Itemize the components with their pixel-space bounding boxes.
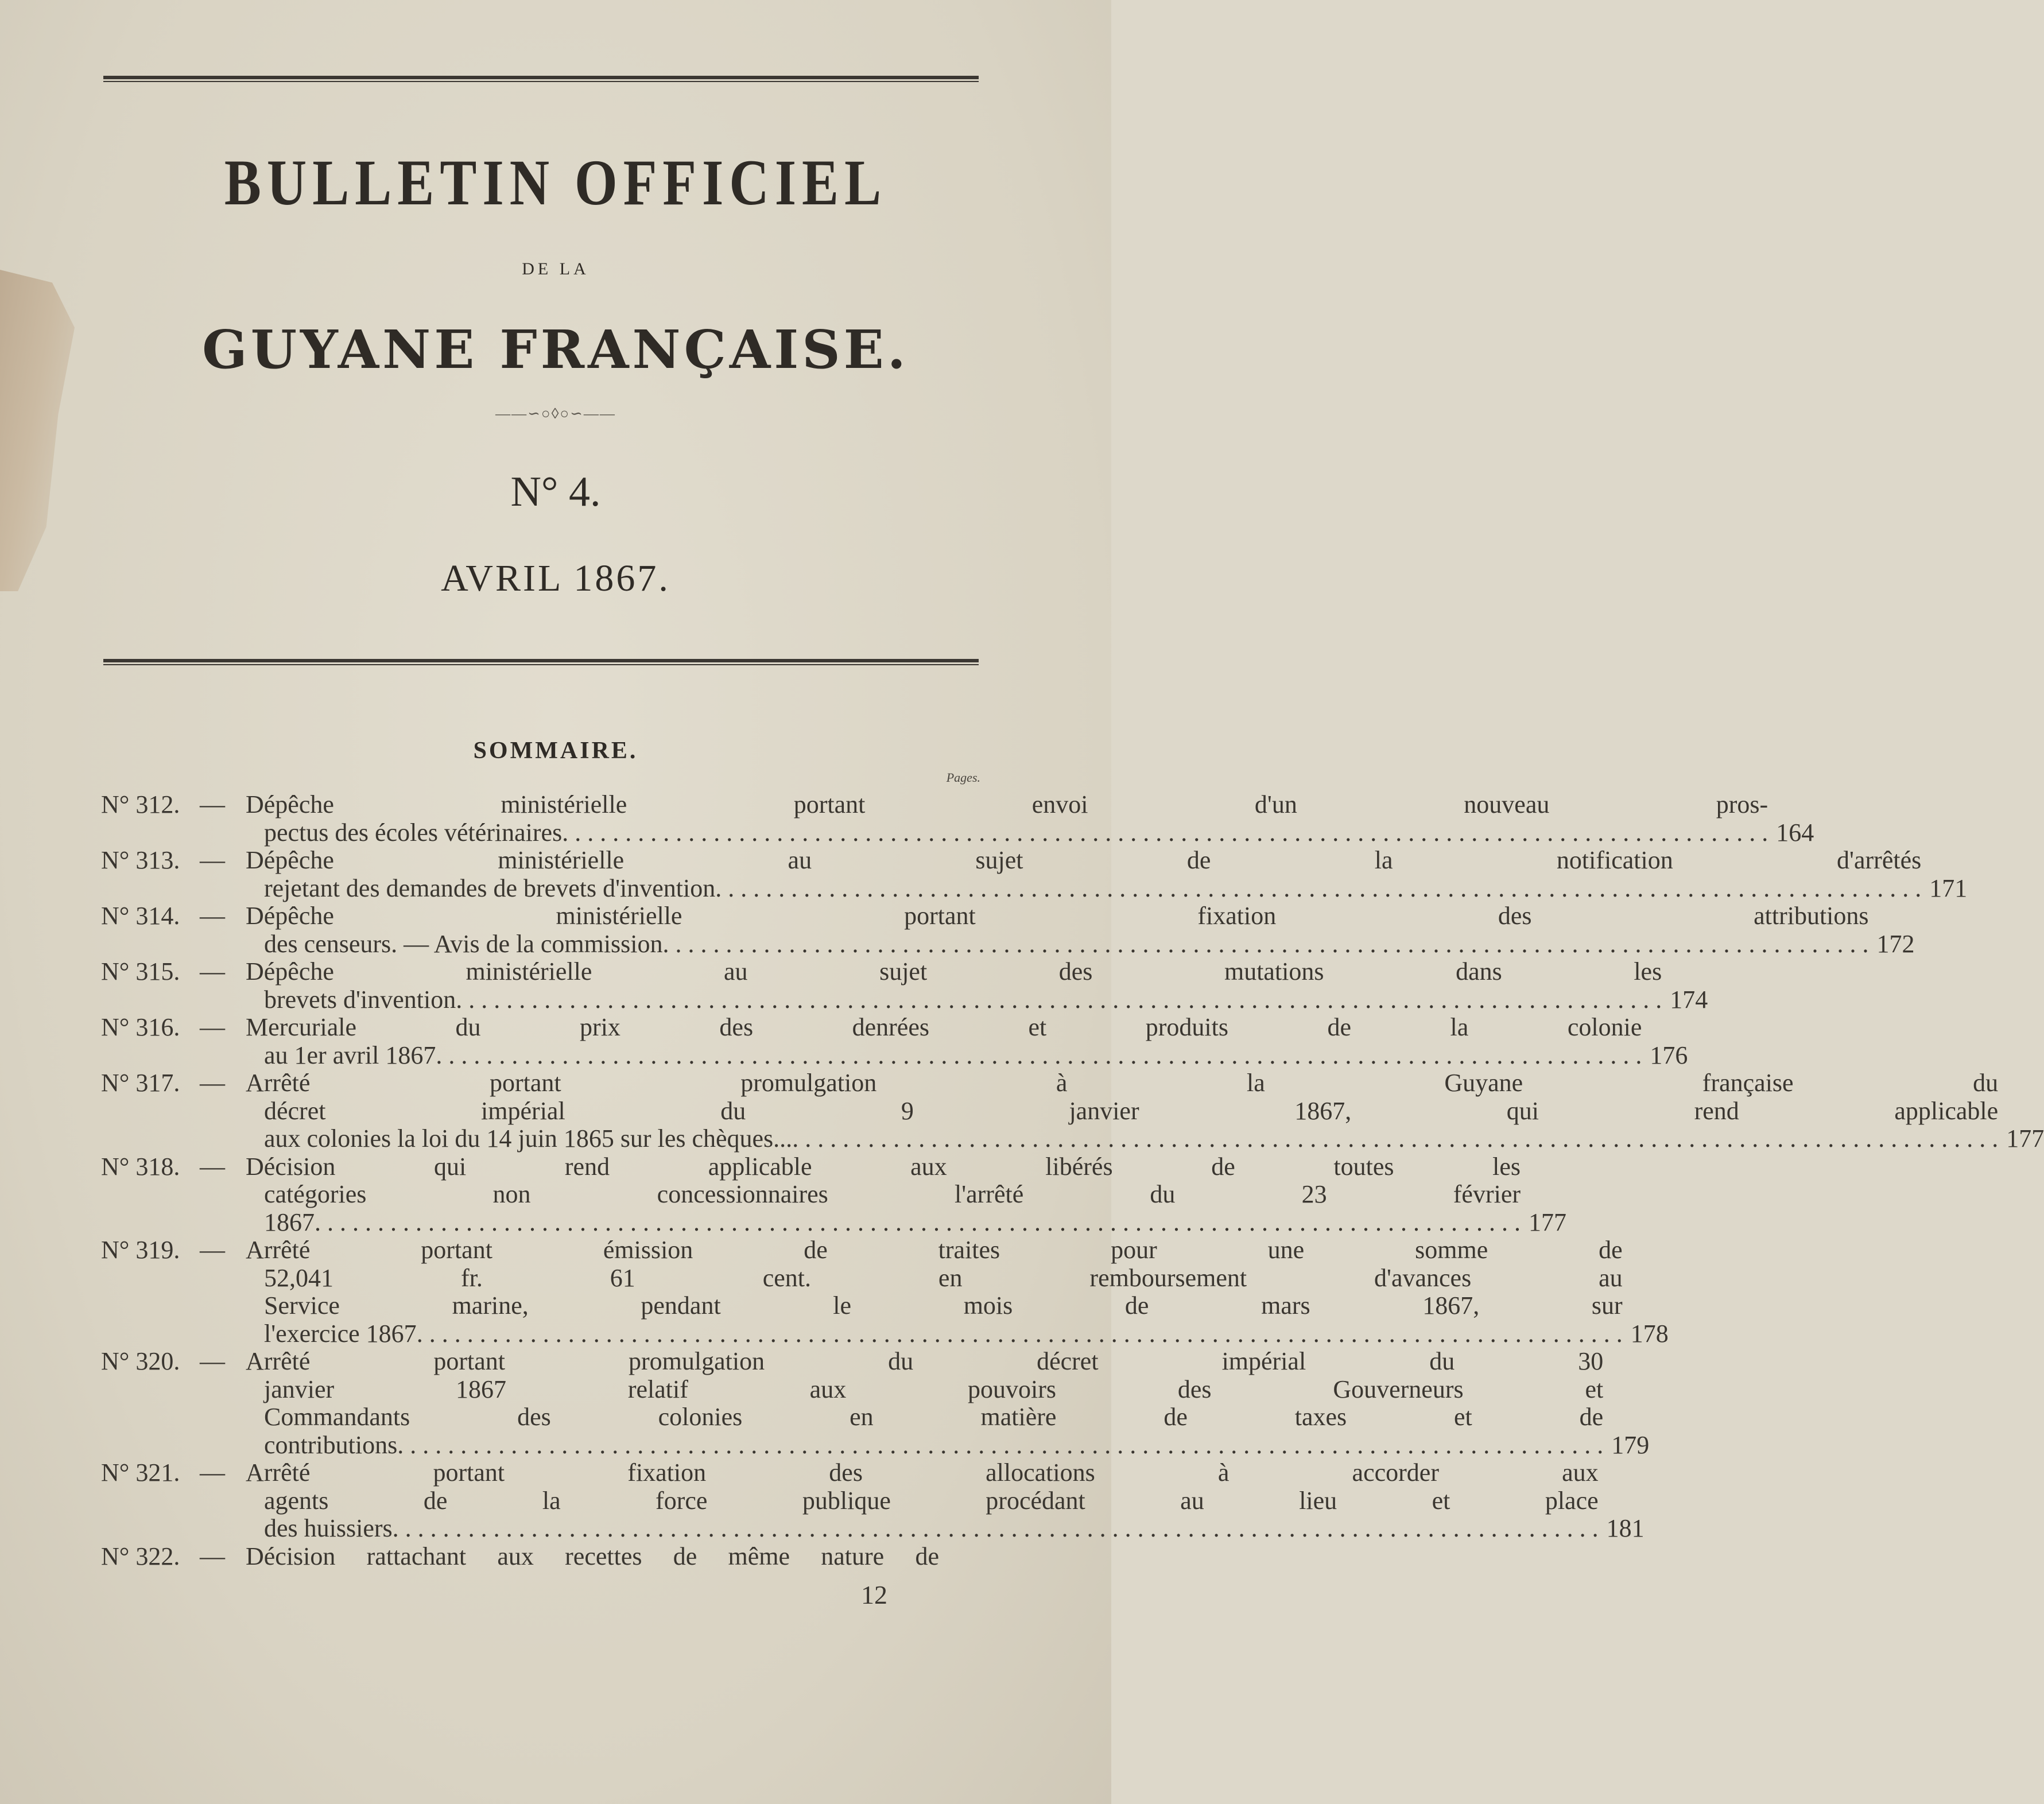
entry-text-line: agents de la force publique procédant au lieu et place [264,1486,1599,1515]
entry-number: N° 315. [101,957,180,986]
top-rule [103,76,979,82]
entry-text-line: Décision qui rend applicable aux libérés de toutes les [246,1152,1521,1181]
leader-dots [436,1042,1642,1070]
entry-dash: — [200,1236,225,1264]
leader-dots [417,1320,1623,1348]
entry-text-line: Dépêche ministérielle au sujet des mutations dans les [246,957,1662,986]
entry-dash: — [200,1458,225,1487]
entry-number: N° 312. [101,790,180,818]
entry-text-line: Dépêche ministérielle au sujet de la notification d'arrêtés [246,846,1922,874]
entry-body [246,1069,2044,1153]
page-folio: 12 [861,1580,887,1609]
sommaire-heading: SOMMAIRE. [473,738,638,764]
entry-text-line: pectus des écoles vétérinaires [264,818,563,847]
leader-dots [562,819,1768,847]
entry-text-line: catégories non concessionnaires l'arrêté du 23 février [264,1180,1521,1208]
toc-entry [101,1152,1566,1237]
entry-page-number: 164 [1776,818,1814,847]
entry-text-line: aux colonies la loi du 14 juin 1865 sur les chèques... [264,1124,793,1153]
leader-dots [792,1125,1998,1153]
entry-text-line: Dépêche ministérielle portant envoi d'un nouveau pros- [246,790,1768,818]
entry-number: N° 316. [101,1013,180,1041]
entry-page-number: 181 [1606,1514,1644,1542]
entry-page-number: 174 [1670,985,1708,1014]
toc-entry [101,1069,2044,1153]
leader-dots [397,1431,1603,1460]
entry-text-line: au 1er avril 1867 [264,1041,436,1069]
entry-page-number: 179 [1611,1430,1650,1459]
entry-body [246,1153,1566,1237]
entry-dash: — [200,1347,225,1375]
entry-number: N° 320. [101,1347,180,1375]
entry-dash: — [200,846,225,874]
issue-number: N° 4. [510,468,601,515]
entry-number: N° 322. [101,1542,180,1570]
entry-number: N° 317. [101,1069,180,1097]
entry-dash: — [200,1069,225,1097]
entry-page-number: 172 [1876,929,1915,958]
entry-number: N° 319. [101,1236,180,1264]
de-la-label: DE LA [522,259,589,278]
entry-text-line: Service marine, pendant le mois de mars 1867, sur [264,1291,1623,1320]
entry-dash: — [200,1542,225,1570]
toc-entry [101,1236,1669,1348]
entry-text-line: janvier 1867 relatif aux pouvoirs des Gouverneurs et [264,1375,1604,1403]
toc-entry [101,1543,985,1571]
toc-entry [101,957,1708,1014]
entry-text-line: rejetant des demandes de brevets d'invention [264,874,716,902]
entry-body [246,902,1915,958]
entry-page-number: 177 [1529,1208,1566,1236]
entry-dash: — [200,902,225,930]
torn-paper-edge [0,270,75,591]
guyane-subtitle: GUYANE FRANÇAISE. [202,319,909,381]
leader-dots [663,930,1869,959]
leader-dots [456,986,1662,1014]
entry-body [246,1348,1649,1459]
entry-body [246,1014,1688,1069]
entry-body [246,1543,985,1571]
entry-text-line: Arrêté portant fixation des allocations à accorder aux [246,1458,1599,1487]
pages-label: Pages. [946,770,980,785]
toc-entry [101,1347,1650,1459]
entry-text-line: Commandants des colonies en matière de taxes et de [264,1403,1604,1431]
entry-body [246,1236,1669,1348]
toc-entry [101,902,1915,958]
entry-dash: — [200,1013,225,1041]
entry-text-line: des censeurs. — Avis de la commission [264,929,663,958]
entry-body [246,958,1708,1014]
entry-page-number: 171 [1929,874,1968,902]
toc-entry [101,1458,1644,1543]
entry-page-number: 178 [1630,1319,1669,1348]
leader-dots [393,1515,1599,1543]
issue-date: AVRIL 1867. [441,557,670,599]
entry-dash: — [200,790,225,818]
entry-page-number: 176 [1650,1041,1688,1069]
leader-dots [715,875,1921,903]
toc-entry [101,1013,1688,1069]
entry-text-line: Mercuriale du prix des denrées et produits de la colonie [246,1013,1642,1041]
leader-dots [315,1209,1521,1237]
entry-text-line: 1867 [264,1208,315,1236]
middle-rule [103,659,979,665]
entry-text-line: Décision rattachant aux recettes de même nature de [246,1542,939,1570]
entry-text-line: brevets d'invention [264,985,456,1014]
entry-text-line: Dépêche ministérielle portant fixation des attributions [246,902,1869,930]
ornament-divider: ——∽○◊○∽—— [495,405,616,422]
entry-text-line: contributions [264,1430,398,1459]
bulletin-title: BULLETIN OFFICIEL [224,146,887,219]
entry-number: N° 314. [101,902,180,930]
entry-body [246,847,1967,902]
entry-text-line: l'exercice 1867 [264,1319,417,1348]
entry-body [246,1459,1644,1543]
entry-body [246,791,1814,847]
entry-dash: — [200,957,225,986]
entry-dash: — [200,1152,225,1181]
entry-text-line: 52,041 fr. 61 cent. en remboursement d'avances au [264,1263,1623,1292]
toc-entry [101,790,1814,847]
entry-text-line: Arrêté portant émission de traites pour une somme de [246,1236,1623,1264]
toc-entry [101,846,1968,902]
entry-text-line: Arrêté portant promulgation du décret impérial du 30 [246,1347,1604,1375]
entry-number: N° 318. [101,1152,180,1181]
entry-number: N° 313. [101,846,180,874]
table-of-contents [101,790,2044,1570]
entry-page-number: 177 [2006,1124,2044,1153]
entry-number: N° 321. [101,1458,180,1487]
entry-text-line: des huissiers [264,1514,393,1542]
entry-text-line: Arrêté portant promulgation à la Guyane française du [246,1069,1999,1097]
entry-text-line: décret impérial du 9 janvier 1867, qui rend applicable [264,1096,1999,1125]
